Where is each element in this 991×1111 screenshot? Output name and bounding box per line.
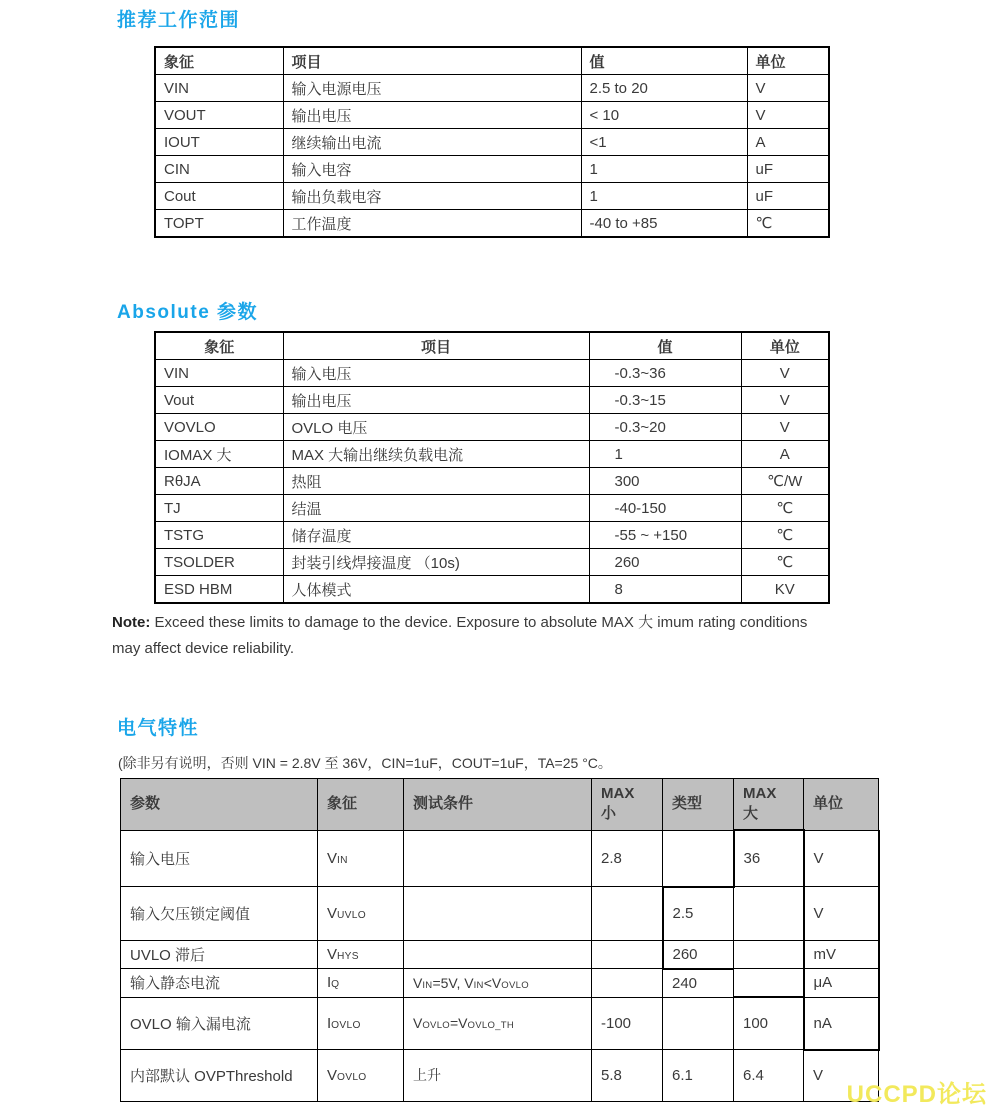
table-row [155, 468, 829, 495]
min-cell: 5.8 [592, 1050, 663, 1102]
param-cell: 内部默认 OVPThreshold [121, 1050, 318, 1102]
symbol-cell: VUVLO [318, 887, 404, 941]
table-row [121, 940, 879, 969]
value-cell: < 10 [581, 102, 747, 129]
table-row [155, 102, 829, 129]
section-title-recommended-range: 推荐工作范围 [117, 10, 241, 31]
absolute-max-note [112, 610, 828, 662]
column-header: 项目 [283, 47, 581, 75]
symbol-cell: VIN [155, 75, 283, 102]
min-cell [592, 969, 663, 998]
typ-cell: 2.5 [663, 887, 734, 941]
table-header-row [121, 779, 879, 831]
symbol-cell: IOUT [155, 129, 283, 156]
symbol-cell: TOPT [155, 210, 283, 238]
symbol-subscript: OVLO [422, 1020, 450, 1032]
condition-cell [404, 940, 592, 969]
unit-cell: V [804, 1050, 879, 1102]
column-header: 单位 [747, 47, 829, 75]
unit-cell: ℃ [741, 522, 829, 549]
unit-cell: ℃ [747, 210, 829, 238]
table-row [155, 156, 829, 183]
table-row [121, 997, 879, 1050]
value-cell: -0.3~20 [589, 414, 741, 441]
table-row [155, 183, 829, 210]
symbol-subscript: OVLO [501, 979, 529, 991]
item-cell: 封装引线焊接温度 （10s) [283, 549, 589, 576]
max-cell: 100 [734, 997, 804, 1050]
symbol-subscript: IN [422, 979, 433, 991]
table-header-row [155, 47, 829, 75]
typ-cell: 6.1 [663, 1050, 734, 1102]
max-cell [734, 969, 804, 998]
symbol-cell: RθJA [155, 468, 283, 495]
max-cell [734, 887, 804, 941]
table-row [155, 441, 829, 468]
symbol-subscript: UVLO [337, 909, 366, 921]
table-row [155, 576, 829, 604]
param-cell: 输入欠压锁定阈值 [121, 887, 318, 941]
value-cell: -55 ~ +150 [589, 522, 741, 549]
min-cell [592, 887, 663, 941]
column-header: 值 [589, 332, 741, 360]
symbol-cell: VIN [155, 360, 283, 387]
column-header: 类型 [663, 779, 734, 831]
symbol-cell: VOUT [155, 102, 283, 129]
column-header: 象征 [155, 47, 283, 75]
item-cell: 人体模式 [283, 576, 589, 604]
symbol-cell: Vout [155, 387, 283, 414]
value-cell: -40 to +85 [581, 210, 747, 238]
item-cell: OVLO 电压 [283, 414, 589, 441]
column-header: 测试条件 [404, 779, 592, 831]
document-page [0, 8, 991, 1111]
typ-cell [663, 830, 734, 887]
typ-cell: 260 [663, 940, 734, 969]
item-cell: 输入电容 [283, 156, 581, 183]
min-cell: -100 [592, 997, 663, 1050]
unit-cell: V [741, 414, 829, 441]
condition-cell [404, 830, 592, 887]
unit-cell: ℃ [741, 549, 829, 576]
column-header: 参数 [121, 779, 318, 831]
value-cell: 300 [589, 468, 741, 495]
symbol-cell: IOVLO [318, 997, 404, 1050]
symbol-cell: ESD HBM [155, 576, 283, 604]
condition-cell: VOVLO=VOVLO_TH [404, 997, 592, 1050]
table-row [155, 414, 829, 441]
table-row [121, 1050, 879, 1102]
value-cell: 8 [589, 576, 741, 604]
unit-cell: V [741, 360, 829, 387]
symbol-subscript: Q [331, 979, 340, 991]
max-cell: 36 [734, 830, 804, 887]
forum-watermark: UCCPD论坛 [846, 1081, 987, 1108]
table-row [155, 387, 829, 414]
section-title-absolute-params: Absolute 参数 [117, 302, 259, 323]
column-header: 单位 [804, 779, 879, 831]
param-cell: 输入电压 [121, 830, 318, 887]
value-cell: 2.5 to 20 [581, 75, 747, 102]
symbol-subscript: IN [473, 979, 484, 991]
unit-cell: μA [804, 969, 879, 998]
item-cell: 继续输出电流 [283, 129, 581, 156]
value-cell: -0.3~15 [589, 387, 741, 414]
test-conditions-line: (除非另有说明，否则 VIN = 2.8V 至 36V，CIN=1uF，COUT=1uF，TA=25 °C。 [118, 755, 612, 771]
item-cell: 工作温度 [283, 210, 581, 238]
note-text: Exceed these limits to damage to the device. Exposure to absolute MAX 大 imum rating conditions may affect device reliability. [112, 614, 808, 657]
item-cell: 储存温度 [283, 522, 589, 549]
item-cell: 输出电压 [283, 387, 589, 414]
column-header: 单位 [741, 332, 829, 360]
value-cell: <1 [581, 129, 747, 156]
unit-cell: ℃/W [741, 468, 829, 495]
table-row [121, 969, 879, 998]
table-header-row [155, 47, 829, 75]
unit-cell: V [804, 887, 879, 941]
symbol-cell: IOMAX 大 [155, 441, 283, 468]
condition-cell: VIN=5V, VIN<VOVLO [404, 969, 592, 998]
section-title-electrical: 电气特性 [117, 718, 200, 739]
symbol-subscript: OVLO [331, 1019, 361, 1031]
symbol-cell: TJ [155, 495, 283, 522]
symbol-subscript: OVLO [337, 1071, 367, 1083]
column-header: 象征 [155, 332, 283, 360]
column-header: MAX 小 [592, 779, 663, 831]
symbol-cell: TSTG [155, 522, 283, 549]
param-cell: OVLO 输入漏电流 [121, 997, 318, 1050]
table-row [155, 549, 829, 576]
absolute-params-table [154, 331, 830, 604]
table-row [121, 830, 879, 887]
unit-cell: mV [804, 940, 879, 969]
table-row [121, 887, 879, 941]
unit-cell: V [741, 387, 829, 414]
table-header-row [155, 332, 829, 360]
table-row [155, 75, 829, 102]
unit-cell: KV [741, 576, 829, 604]
typ-cell: 240 [663, 969, 734, 998]
value-cell: -0.3~36 [589, 360, 741, 387]
min-cell [592, 940, 663, 969]
condition-cell: 上升 [404, 1050, 592, 1102]
item-cell: MAX 大输出继续负载电流 [283, 441, 589, 468]
unit-cell: A [741, 441, 829, 468]
symbol-cell: Cout [155, 183, 283, 210]
value-cell: 1 [581, 183, 747, 210]
max-cell: 6.4 [734, 1050, 804, 1102]
column-header: 值 [581, 47, 747, 75]
column-header: 项目 [283, 332, 589, 360]
item-cell: 结温 [283, 495, 589, 522]
item-cell: 输出负载电容 [283, 183, 581, 210]
unit-cell: uF [747, 183, 829, 210]
symbol-cell: TSOLDER [155, 549, 283, 576]
max-cell [734, 940, 804, 969]
value-cell: 1 [581, 156, 747, 183]
item-cell: 输入电压 [283, 360, 589, 387]
value-cell: 260 [589, 549, 741, 576]
column-header: 象征 [318, 779, 404, 831]
item-cell: 热阻 [283, 468, 589, 495]
symbol-subscript: IN [337, 854, 348, 866]
item-cell: 输出电压 [283, 102, 581, 129]
value-cell: -40-150 [589, 495, 741, 522]
table-row [155, 210, 829, 238]
column-header: MAX 大 [734, 779, 804, 831]
param-cell: 输入静态电流 [121, 969, 318, 998]
unit-cell: A [747, 129, 829, 156]
unit-cell: uF [747, 156, 829, 183]
table-row [155, 522, 829, 549]
symbol-subscript: HYS [337, 950, 359, 962]
table-row [155, 129, 829, 156]
recommended-range-table [154, 46, 830, 238]
symbol-cell: CIN [155, 156, 283, 183]
symbol-cell: VOVLO [155, 414, 283, 441]
condition-cell [404, 887, 592, 941]
symbol-subscript: OVLO_TH [467, 1020, 515, 1032]
symbol-cell: VOVLO [318, 1050, 404, 1102]
table-row [155, 495, 829, 522]
symbol-cell: IQ [318, 969, 404, 998]
value-cell: 1 [589, 441, 741, 468]
table-header-row [121, 779, 879, 831]
symbol-cell: VHYS [318, 940, 404, 969]
unit-cell: V [747, 75, 829, 102]
note-label: Note: [112, 614, 151, 631]
item-cell: 输入电源电压 [283, 75, 581, 102]
table-header-row [155, 332, 829, 360]
table-row [155, 360, 829, 387]
unit-cell: ℃ [741, 495, 829, 522]
param-cell: UVLO 滞后 [121, 940, 318, 969]
unit-cell: V [747, 102, 829, 129]
unit-cell: nA [804, 997, 879, 1050]
min-cell: 2.8 [592, 830, 663, 887]
electrical-characteristics-table [120, 778, 880, 1102]
typ-cell [663, 997, 734, 1050]
unit-cell: V [804, 830, 879, 887]
symbol-cell: VIN [318, 830, 404, 887]
